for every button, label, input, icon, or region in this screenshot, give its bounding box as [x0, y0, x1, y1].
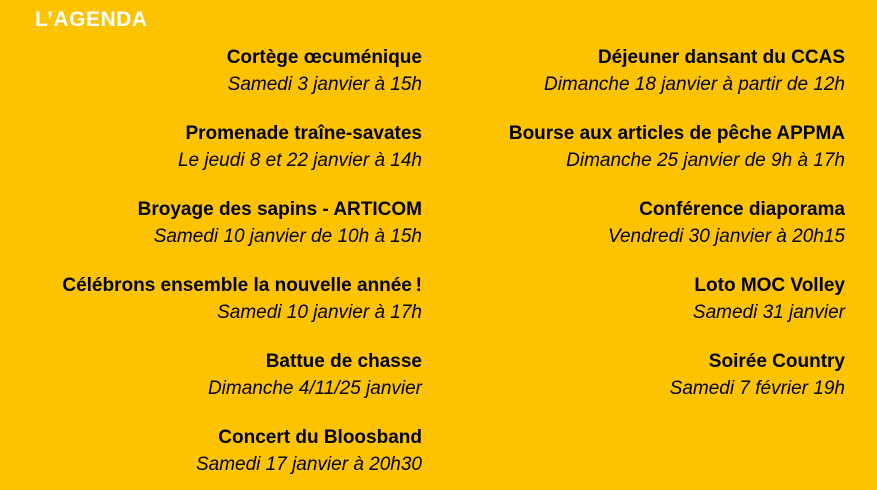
event-date: Dimanche 4/11/25 janvier: [207, 378, 422, 399]
events-column-left: [0, 44, 422, 490]
event-title: Cortège œcuménique: [226, 47, 422, 68]
event-title: Déjeuner dansant du CCAS: [597, 47, 845, 68]
event-item: [422, 348, 845, 402]
event-date: Samedi 10 janvier de 10h à 15h: [153, 226, 422, 247]
event-date: Samedi 10 janvier à 17h: [217, 302, 422, 323]
event-item: [0, 196, 422, 250]
event-title: Broyage des sapins - ARTICOM: [137, 199, 422, 220]
event-item: [422, 272, 845, 326]
event-title: Loto MOC Volley: [694, 275, 845, 296]
event-item: [0, 120, 422, 174]
event-date: Dimanche 18 janvier à partir de 12h: [543, 74, 845, 95]
event-date: Dimanche 25 janvier de 9h à 17h: [566, 150, 845, 171]
event-title: Concert du Bloosband: [218, 427, 422, 448]
event-item: [0, 348, 422, 402]
events-column-right: [422, 44, 845, 490]
event-title: Promenade traîne-savates: [185, 123, 422, 144]
event-title: Conférence diaporama: [639, 199, 845, 220]
event-title: Célébrons ensemble la nouvelle année !: [62, 275, 422, 296]
event-title: Battue de chasse: [265, 351, 422, 372]
page-title: L’AGENDA: [35, 8, 148, 31]
event-date: Vendredi 30 janvier à 20h15: [608, 226, 845, 247]
event-item: [0, 424, 422, 478]
event-date: Samedi 31 janvier: [692, 302, 845, 323]
event-item: [422, 120, 845, 174]
event-title: Bourse aux articles de pêche APPMA: [508, 123, 845, 144]
event-item: [422, 44, 845, 98]
event-title: Soirée Country: [708, 351, 845, 372]
event-date: Samedi 17 janvier à 20h30: [195, 454, 422, 475]
event-date: Le jeudi 8 et 22 janvier à 14h: [177, 150, 422, 171]
events-columns: [0, 44, 845, 490]
event-item: [0, 44, 422, 98]
event-item: [0, 272, 422, 326]
event-date: Samedi 7 février 19h: [669, 378, 845, 399]
event-item: [422, 196, 845, 250]
event-date: Samedi 3 janvier à 15h: [227, 74, 422, 95]
